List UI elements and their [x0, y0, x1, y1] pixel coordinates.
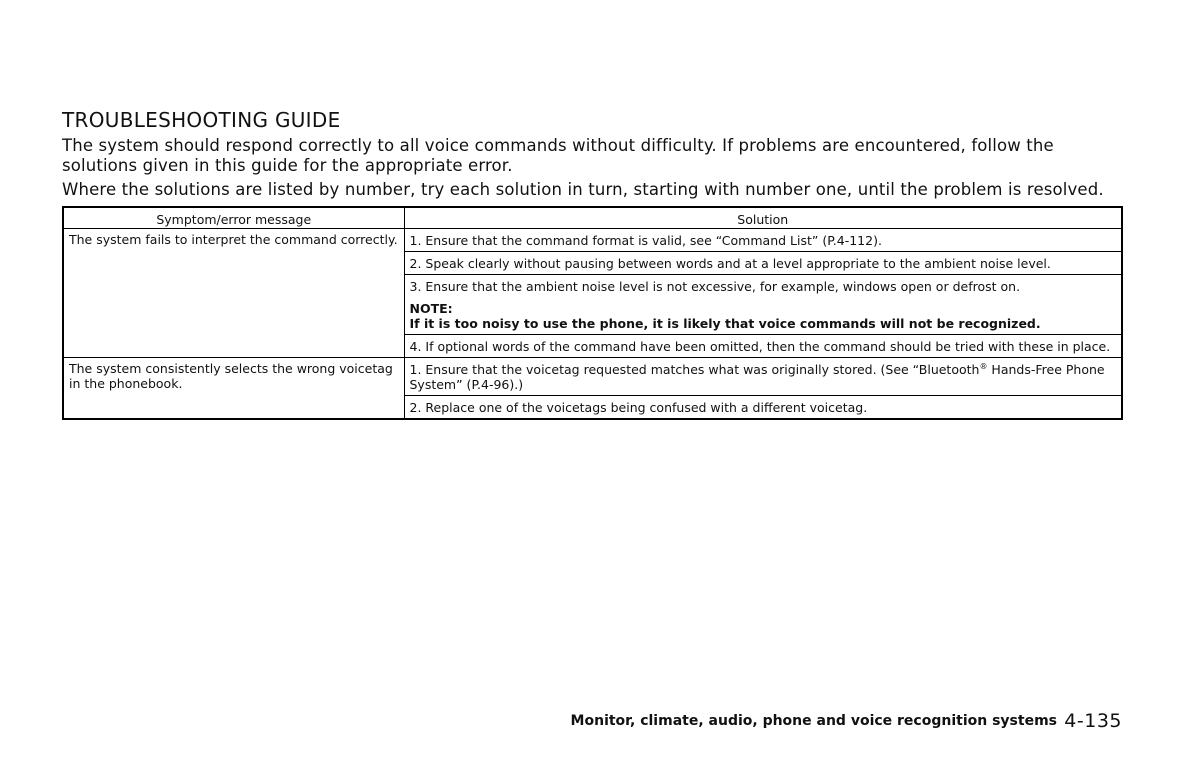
solution-cell: 2. Replace one of the voicetags being confused with a different voicetag. [404, 396, 1122, 420]
intro-paragraph: The system should respond correctly to all voice commands without difficulty. If problems are encountered, follow the solutions given in this guide for the appropriate error. [62, 136, 1054, 175]
solution-cell-with-note [404, 275, 1122, 335]
solution-text: 3. Ensure that the ambient noise level is not excessive, for example, windows open or defrost on. [409, 279, 1021, 294]
troubleshooting-table [62, 206, 1123, 420]
symptom-cell: The system consistently selects the wrong voicetag in the phonebook. [63, 358, 404, 420]
page-number: 4-135 [1064, 710, 1122, 732]
symptom-cell: The system fails to interpret the command correctly. [63, 229, 404, 358]
solution-cell: 1. Ensure that the command format is valid, see “Command List” (P.4-112). [404, 229, 1122, 252]
table-header-row [63, 207, 1122, 229]
note-text: If it is too noisy to use the phone, it is likely that voice commands will not be recognized. [409, 316, 1041, 331]
table-row [63, 229, 1122, 252]
registered-mark: ® [979, 361, 988, 371]
footer-section-title: Monitor, climate, audio, phone and voice recognition systems [570, 713, 1057, 729]
solution-cell: 4. If optional words of the command have been omitted, then the command should be tried with these in place. [404, 335, 1122, 358]
instruction-paragraph: Where the solutions are listed by number, try each solution in turn, starting with number one, until the problem is resolved. [62, 180, 1104, 199]
solution-cell [404, 358, 1122, 396]
solution-cell: 2. Speak clearly without pausing between words and at a level appropriate to the ambient noise level. [404, 252, 1122, 275]
page-title: TROUBLESHOOTING GUIDE [62, 108, 341, 132]
column-header-symptom: Symptom/error message [63, 207, 404, 229]
column-header-solution: Solution [404, 207, 1122, 229]
solution-text: 1. Ensure that the voicetag requested matches what was originally stored. (See “Bluetooth [409, 362, 980, 377]
solution-text: Hands-Free Phone System” (P.4-96).) [409, 362, 1105, 392]
note-label: NOTE: [409, 301, 453, 316]
table-row [63, 358, 1122, 396]
